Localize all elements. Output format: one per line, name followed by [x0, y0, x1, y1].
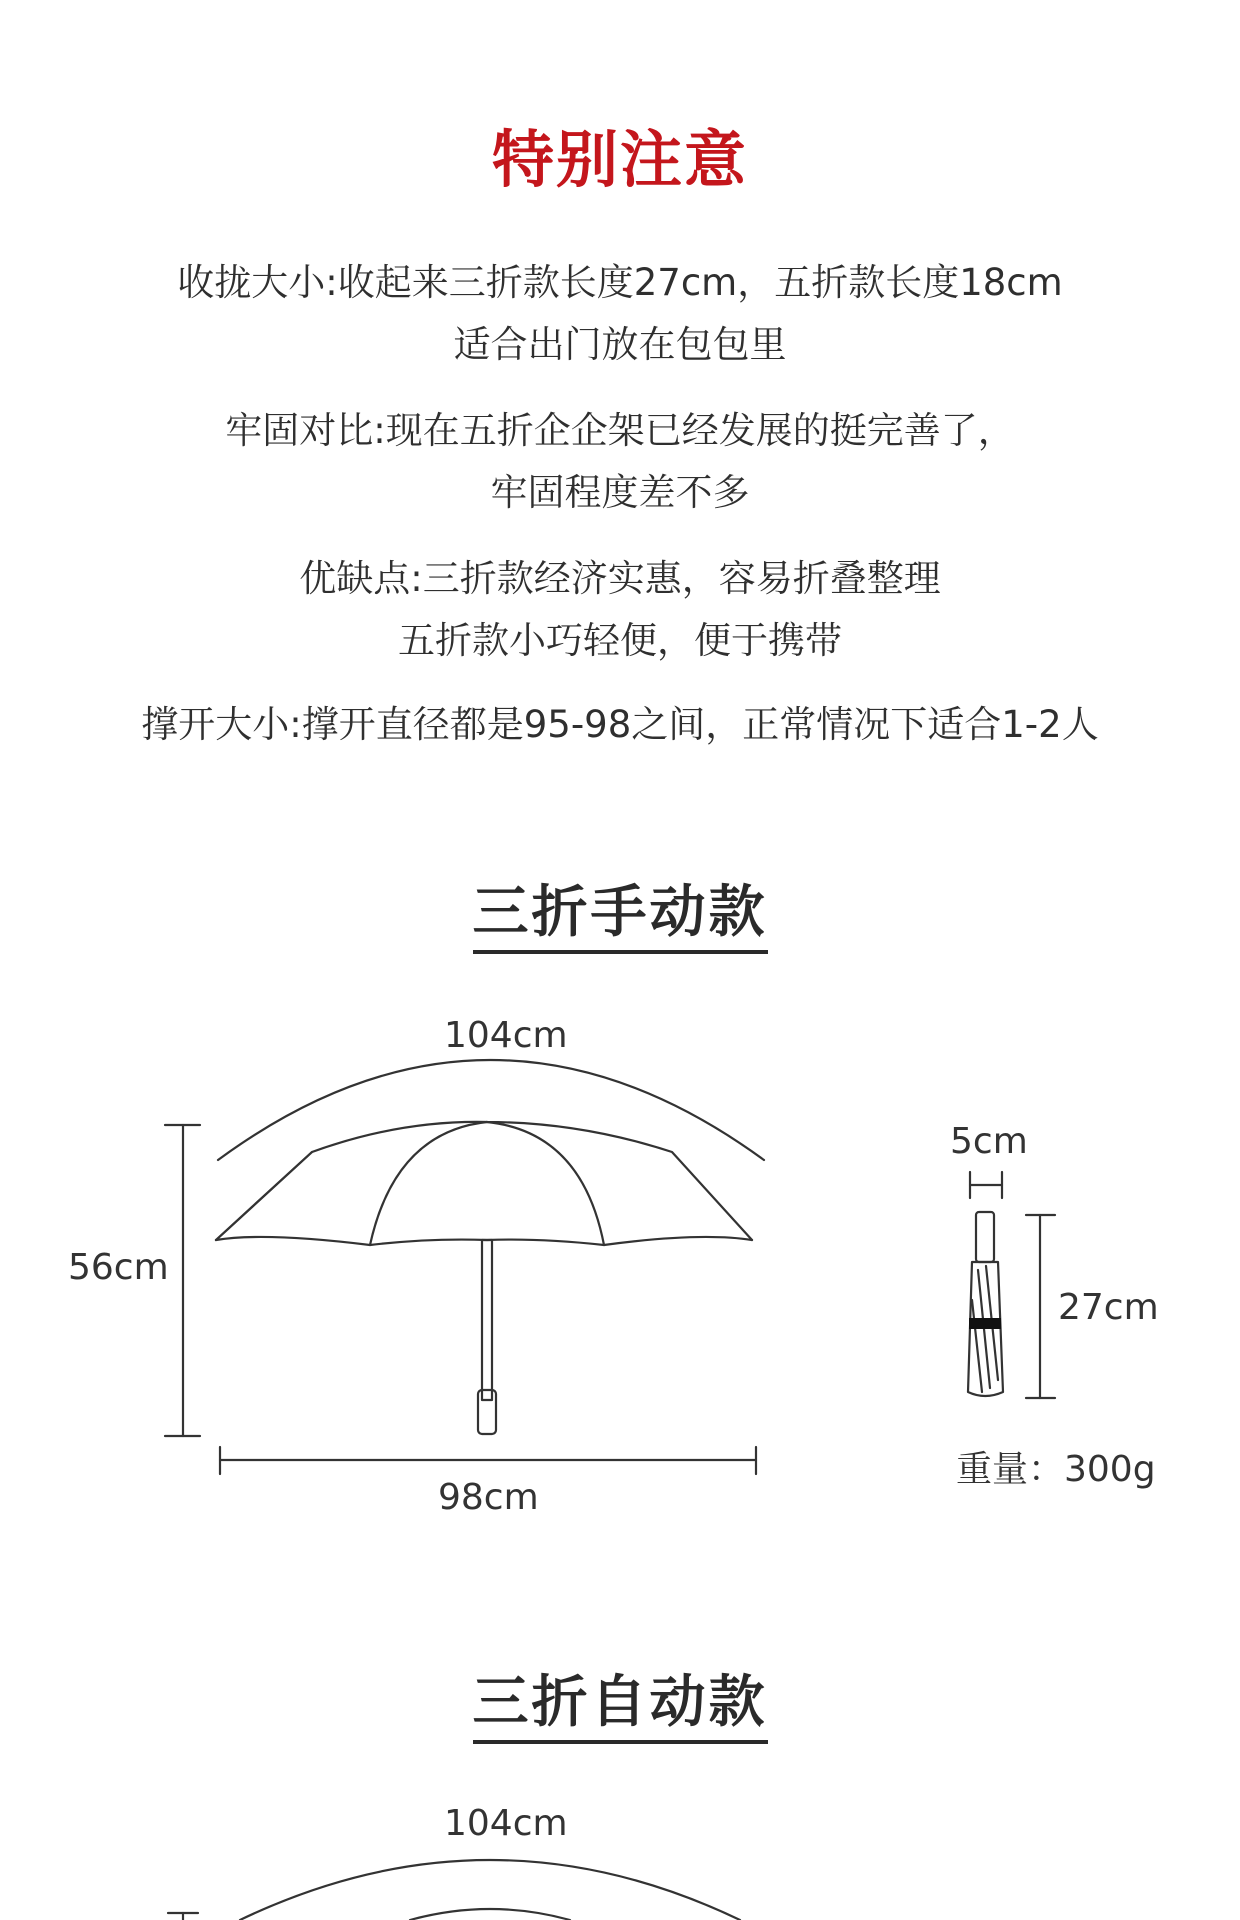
note-size-line-2: 适合出门放在包包里	[453, 323, 787, 366]
label-arc-length: 104cm	[444, 1015, 568, 1056]
dimension-height-auto	[168, 1913, 198, 1920]
label-closed-length: 27cm	[1058, 1287, 1159, 1328]
note-pros-cons-line-2: 五折款小巧轻便，便于携带	[398, 619, 842, 662]
label-closed-width: 5cm	[950, 1121, 1028, 1162]
page-title: 特别注意	[491, 123, 748, 196]
note-pros-cons-line-1: 优缺点:三折款经济实惠，容易折叠整理	[299, 557, 941, 600]
label-arc-length-auto: 104cm	[444, 1803, 568, 1844]
label-weight: 重量：300g	[956, 1449, 1156, 1490]
auto-umbrella-illustration	[240, 1860, 740, 1920]
note-open-size: 撑开大小:撑开直径都是95-98之间，正常情况下适合1-2人	[141, 703, 1099, 746]
note-sturdiness-line-2: 牢固程度差不多	[490, 471, 750, 514]
closed-umbrella-illustration	[968, 1212, 1003, 1396]
dimension-width	[220, 1447, 756, 1474]
dimension-closed-width	[970, 1172, 1002, 1198]
section-title-manual: 三折手动款	[0, 878, 1240, 954]
dimension-closed-length	[1026, 1215, 1055, 1398]
closed-umbrella-strap	[969, 1318, 1001, 1329]
section-title-auto: 三折自动款	[0, 1668, 1240, 1744]
open-umbrella-illustration	[216, 1060, 764, 1434]
note-size-line-1: 收拢大小:收起来三折款长度27cm，五折款长度18cm	[177, 261, 1063, 304]
label-open-height: 56cm	[68, 1247, 169, 1288]
dimension-height	[165, 1125, 200, 1436]
note-sturdiness-line-1: 牢固对比:现在五折企企架已经发展的挺完善了，	[225, 409, 1015, 452]
label-open-width: 98cm	[438, 1477, 539, 1518]
